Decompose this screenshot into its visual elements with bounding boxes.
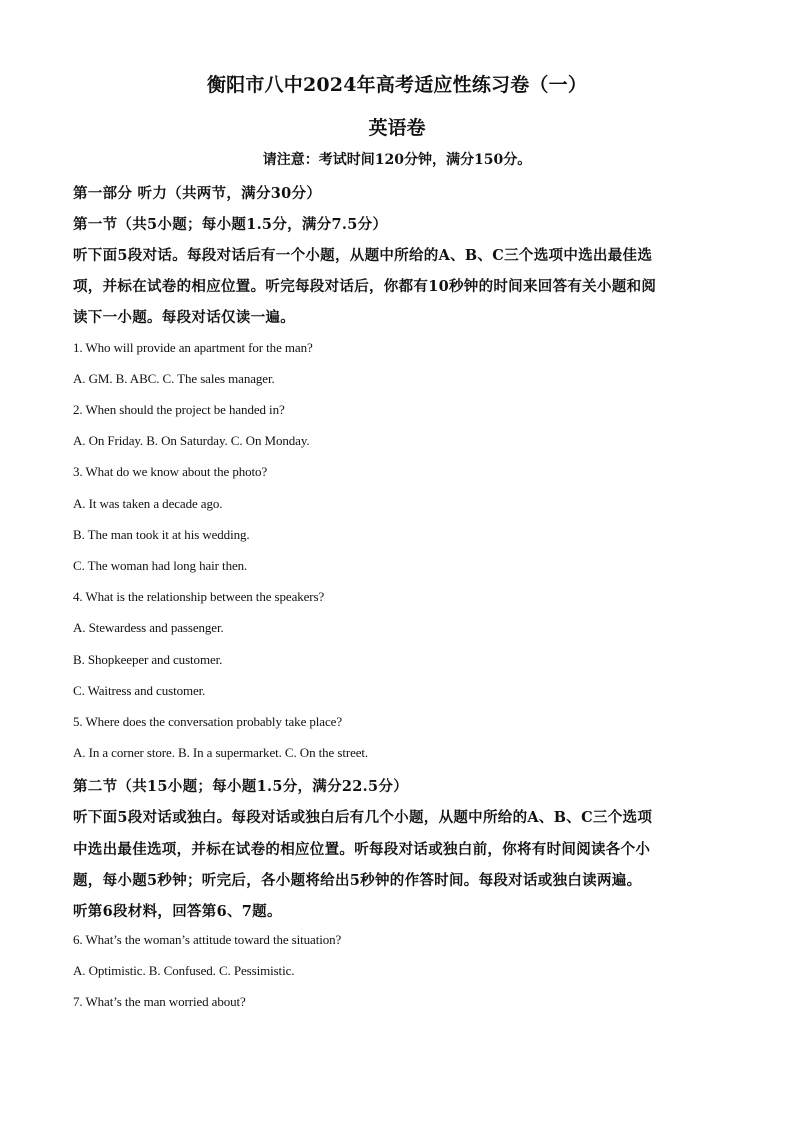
section2-heading: 第二节（共15小题；每小题1.5分，满分22.5分） — [73, 778, 409, 795]
section1-heading: 第一节（共5小题；每小题1.5分，满分7.5分） — [73, 216, 388, 233]
question-4: 4. What is the relationship between the speakers? — [73, 589, 325, 604]
question-3: 3. What do we know about the photo? — [73, 464, 268, 479]
question-4-option-a: A. Stewardess and passenger. — [73, 620, 224, 635]
question-7: 7. What’s the man worried about? — [73, 994, 246, 1009]
material-6-heading: 听第6段材料，回答第6、7题。 — [73, 903, 282, 920]
question-6-options: A. Optimistic. B. Confused. C. Pessimistic. — [73, 963, 295, 978]
part1-heading: 第一部分 听力（共两节，满分30分） — [73, 185, 322, 202]
question-3-option-a: A. It was taken a decade ago. — [73, 496, 223, 511]
question-1-options: A. GM. B. ABC. C. The sales manager. — [73, 371, 275, 386]
section2-instruction-line: 题，每小题5秒钟；听完后，各小题将给出5秒钟的作答时间。每段对话或独白读两遍。 — [73, 872, 642, 889]
exam-subtitle: 英语卷 — [368, 117, 426, 139]
exam-title: 衡阳市八中2024年高考适应性练习卷（一） — [206, 74, 588, 96]
question-2-options: A. On Friday. B. On Saturday. C. On Monday. — [73, 433, 310, 448]
question-3-option-c: C. The woman had long hair then. — [73, 558, 248, 573]
section2-instruction-line: 中选出最佳选项，并标在试卷的相应位置。听每段对话或独白前，你将有时间阅读各个小 — [73, 841, 651, 858]
section2-instruction-line: 听下面5段对话或独白。每段对话或独白后有几个小题，从题中所给的A、B、C三个选项 — [73, 809, 653, 826]
question-5: 5. Where does the conversation probably take place? — [73, 714, 342, 729]
section1-instruction-line: 项，并标在试卷的相应位置。听完每段对话后，你都有10秒钟的时间来回答有关小题和阅 — [73, 278, 657, 295]
question-4-option-b: B. Shopkeeper and customer. — [73, 652, 223, 667]
question-2: 2. When should the project be handed in? — [73, 402, 285, 417]
question-4-option-c: C. Waitress and customer. — [73, 683, 206, 698]
question-6: 6. What’s the woman’s attitude toward the situation? — [73, 932, 342, 947]
question-1: 1. Who will provide an apartment for the man? — [73, 340, 313, 355]
section1-instruction-line: 读下一小题。每段对话仅读一遍。 — [73, 309, 295, 326]
question-5-options: A. In a corner store. B. In a supermarket. C. On the street. — [73, 745, 369, 760]
question-3-option-b: B. The man took it at his wedding. — [73, 527, 250, 542]
section1-instruction-line: 听下面5段对话。每段对话后有一个小题，从题中所给的A、B、C三个选项中选出最佳选 — [73, 247, 653, 264]
exam-notice: 请注意：考试时间120分钟，满分150分。 — [262, 152, 532, 168]
